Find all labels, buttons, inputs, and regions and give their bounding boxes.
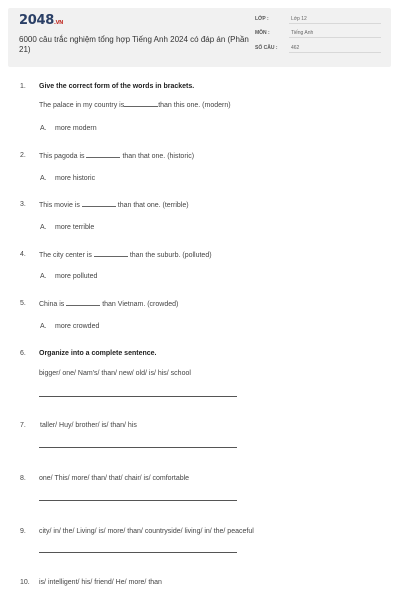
document-title: 6000 câu trắc nghiệm tổng hợp Tiếng Anh 2024 có đáp án (Phần 21): [19, 35, 249, 54]
answer-line[interactable]: [39, 552, 237, 553]
answer-line[interactable]: [39, 500, 237, 501]
question-1-sentence: The palace in my country is than this one. (modern): [39, 102, 231, 109]
document-page: 2048.VN 6000 câu trắc nghiệm tổng hợp Tiếng Anh 2024 có đáp án (Phần 21) LỚP : Lớp 12 MÔN : Tiếng Anh SỐ CÂU : 462 1. Give the correct form of the words in brackets. The palace in my country is than this one. (modern) A. more modern 2. This pagoda is than that one. (historic) A. more historic 3. This movie is than that one. (terrible) A. more terrible 4. The city center is than the suburb. (polluted) A. more polluted 5. China is than Vietnam. (crowded) A. more crowded 6. Organize into a complete sentence. bigger/ one/ Nam's/ than/ new/ old/ is/ his/ school 7. taller/ Huy/ brother/ is/ than/ his 8. one/ This/ more/ than/ that/ chair/ is/ comfortable 9. city/ in/ the/ Living/ is/ more/ than/ countryside/ living/ in/ the/ peaceful 10. is/ intelligent/ his/ friend/ He/ more/ than: [0, 0, 400, 600]
question-4-option-a[interactable]: A. more polluted: [40, 273, 98, 280]
question-5-option-a[interactable]: A. more crowded: [40, 323, 100, 330]
answer-blank[interactable]: [94, 250, 128, 257]
question-2-option-a[interactable]: A. more historic: [40, 175, 96, 182]
answer-blank[interactable]: [124, 100, 158, 107]
meta-question-count: SỐ CÂU : 462: [255, 43, 381, 54]
question-1-option-a[interactable]: A. more modern: [40, 125, 97, 132]
question-3-option-a[interactable]: A. more terrible: [40, 224, 95, 231]
answer-blank[interactable]: [86, 151, 120, 158]
site-logo[interactable]: 2048.VN: [19, 13, 64, 28]
question-6-words: bigger/ one/ Nam's/ than/ new/ old/ is/ his/ school: [39, 370, 191, 377]
answer-blank[interactable]: [66, 299, 100, 306]
answer-line[interactable]: [39, 396, 237, 397]
meta-subject: MÔN : Tiếng Anh: [255, 28, 381, 39]
document-header: [8, 8, 391, 67]
answer-line[interactable]: [39, 447, 237, 448]
answer-blank[interactable]: [82, 200, 116, 207]
meta-grade: LỚP : Lớp 12: [255, 14, 381, 25]
